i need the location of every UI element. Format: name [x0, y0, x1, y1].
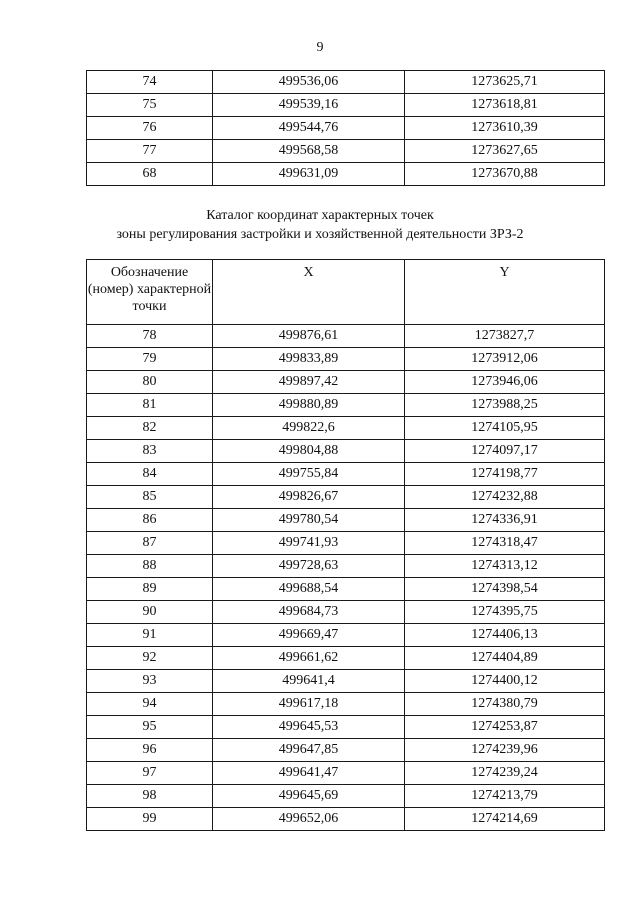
point-number-cell: 94 — [87, 693, 213, 716]
table-row — [87, 94, 605, 117]
x-coordinate-cell: 499688,54 — [213, 578, 405, 601]
table-row — [87, 670, 605, 693]
x-coordinate-cell: 499826,67 — [213, 486, 405, 509]
table-row — [87, 601, 605, 624]
x-coordinate-cell: 499641,47 — [213, 762, 405, 785]
point-number-cell: 92 — [87, 647, 213, 670]
y-coordinate-cell: 1274214,69 — [405, 808, 605, 831]
x-coordinate-cell: 499755,84 — [213, 463, 405, 486]
table-row — [87, 647, 605, 670]
table-row — [87, 140, 605, 163]
x-coordinate-cell: 499568,58 — [213, 140, 405, 163]
point-number-cell: 87 — [87, 532, 213, 555]
y-coordinate-cell: 1274313,12 — [405, 555, 605, 578]
y-coordinate-cell: 1274097,17 — [405, 440, 605, 463]
y-coordinate-cell: 1273627,65 — [405, 140, 605, 163]
y-coordinate-cell: 1274404,89 — [405, 647, 605, 670]
x-coordinate-cell: 499661,62 — [213, 647, 405, 670]
point-number-cell: 79 — [87, 348, 213, 371]
point-number-cell: 99 — [87, 808, 213, 831]
point-number-cell: 89 — [87, 578, 213, 601]
x-coordinate-cell: 499652,06 — [213, 808, 405, 831]
table-row — [87, 509, 605, 532]
coordinates-table-body — [87, 325, 605, 831]
x-coordinate-cell: 499617,18 — [213, 693, 405, 716]
table-row — [87, 785, 605, 808]
x-coordinate-cell: 499669,47 — [213, 624, 405, 647]
x-coordinate-cell: 499780,54 — [213, 509, 405, 532]
table-row — [87, 371, 605, 394]
point-number-cell: 90 — [87, 601, 213, 624]
table-row — [87, 163, 605, 186]
table-row — [87, 71, 605, 94]
x-coordinate-cell: 499645,69 — [213, 785, 405, 808]
y-coordinate-cell: 1274105,95 — [405, 417, 605, 440]
y-coordinate-cell: 1274398,54 — [405, 578, 605, 601]
caption-line-1: Каталог координат характерных точек — [206, 208, 434, 223]
header-x: X — [213, 260, 405, 325]
y-coordinate-cell: 1273625,71 — [405, 71, 605, 94]
table-row — [87, 578, 605, 601]
y-coordinate-cell: 1274239,96 — [405, 739, 605, 762]
x-coordinate-cell: 499544,76 — [213, 117, 405, 140]
x-coordinate-cell: 499536,06 — [213, 71, 405, 94]
table-row — [87, 555, 605, 578]
x-coordinate-cell: 499631,09 — [213, 163, 405, 186]
point-number-cell: 82 — [87, 417, 213, 440]
x-coordinate-cell: 499804,88 — [213, 440, 405, 463]
x-coordinate-cell: 499741,93 — [213, 532, 405, 555]
point-number-cell: 93 — [87, 670, 213, 693]
point-number-cell: 77 — [87, 140, 213, 163]
table-row — [87, 417, 605, 440]
y-coordinate-cell: 1274253,87 — [405, 716, 605, 739]
x-coordinate-cell: 499645,53 — [213, 716, 405, 739]
page-number: 9 — [316, 40, 324, 55]
x-coordinate-cell: 499833,89 — [213, 348, 405, 371]
point-number-cell: 95 — [87, 716, 213, 739]
y-coordinate-cell: 1274213,79 — [405, 785, 605, 808]
coordinates-table-zrz2 — [86, 259, 605, 831]
table-header-row — [87, 260, 605, 325]
y-coordinate-cell: 1273827,7 — [405, 325, 605, 348]
y-coordinate-cell: 1273618,81 — [405, 94, 605, 117]
coordinates-table-continued — [86, 70, 605, 186]
x-coordinate-cell: 499880,89 — [213, 394, 405, 417]
y-coordinate-cell: 1273988,25 — [405, 394, 605, 417]
coordinates-table-body — [87, 71, 605, 186]
table-row — [87, 325, 605, 348]
table-row — [87, 762, 605, 785]
table-row — [87, 348, 605, 371]
caption-line-2: зоны регулирования застройки и хозяйственной деятельности ЗРЗ-2 — [116, 227, 524, 242]
point-number-cell: 98 — [87, 785, 213, 808]
point-number-cell: 83 — [87, 440, 213, 463]
table-row — [87, 693, 605, 716]
y-coordinate-cell: 1274400,12 — [405, 670, 605, 693]
point-number-cell: 80 — [87, 371, 213, 394]
table-row — [87, 117, 605, 140]
y-coordinate-cell: 1274239,24 — [405, 762, 605, 785]
point-number-cell: 88 — [87, 555, 213, 578]
point-number-cell: 76 — [87, 117, 213, 140]
y-coordinate-cell: 1273610,39 — [405, 117, 605, 140]
header-point-designation: Обозначение (номер) характерной точки — [87, 260, 213, 325]
table-caption — [0, 206, 640, 244]
point-number-cell: 81 — [87, 394, 213, 417]
y-coordinate-cell: 1274336,91 — [405, 509, 605, 532]
table-row — [87, 739, 605, 762]
x-coordinate-cell: 499876,61 — [213, 325, 405, 348]
y-coordinate-cell: 1274406,13 — [405, 624, 605, 647]
x-coordinate-cell: 499641,4 — [213, 670, 405, 693]
y-coordinate-cell: 1274232,88 — [405, 486, 605, 509]
point-number-cell: 75 — [87, 94, 213, 117]
table-row — [87, 486, 605, 509]
point-number-cell: 96 — [87, 739, 213, 762]
point-number-cell: 68 — [87, 163, 213, 186]
point-number-cell: 97 — [87, 762, 213, 785]
table-row — [87, 394, 605, 417]
y-coordinate-cell: 1273670,88 — [405, 163, 605, 186]
y-coordinate-cell: 1273912,06 — [405, 348, 605, 371]
y-coordinate-cell: 1274198,77 — [405, 463, 605, 486]
point-number-cell: 78 — [87, 325, 213, 348]
y-coordinate-cell: 1274395,75 — [405, 601, 605, 624]
x-coordinate-cell: 499822,6 — [213, 417, 405, 440]
x-coordinate-cell: 499647,85 — [213, 739, 405, 762]
y-coordinate-cell: 1274380,79 — [405, 693, 605, 716]
y-coordinate-cell: 1274318,47 — [405, 532, 605, 555]
y-coordinate-cell: 1273946,06 — [405, 371, 605, 394]
x-coordinate-cell: 499684,73 — [213, 601, 405, 624]
header-y: Y — [405, 260, 605, 325]
x-coordinate-cell: 499728,63 — [213, 555, 405, 578]
point-number-cell: 85 — [87, 486, 213, 509]
table-row — [87, 463, 605, 486]
table-row — [87, 532, 605, 555]
table-row — [87, 440, 605, 463]
table-row — [87, 624, 605, 647]
table-row — [87, 808, 605, 831]
point-number-cell: 86 — [87, 509, 213, 532]
x-coordinate-cell: 499897,42 — [213, 371, 405, 394]
point-number-cell: 74 — [87, 71, 213, 94]
point-number-cell: 84 — [87, 463, 213, 486]
x-coordinate-cell: 499539,16 — [213, 94, 405, 117]
table-row — [87, 716, 605, 739]
point-number-cell: 91 — [87, 624, 213, 647]
